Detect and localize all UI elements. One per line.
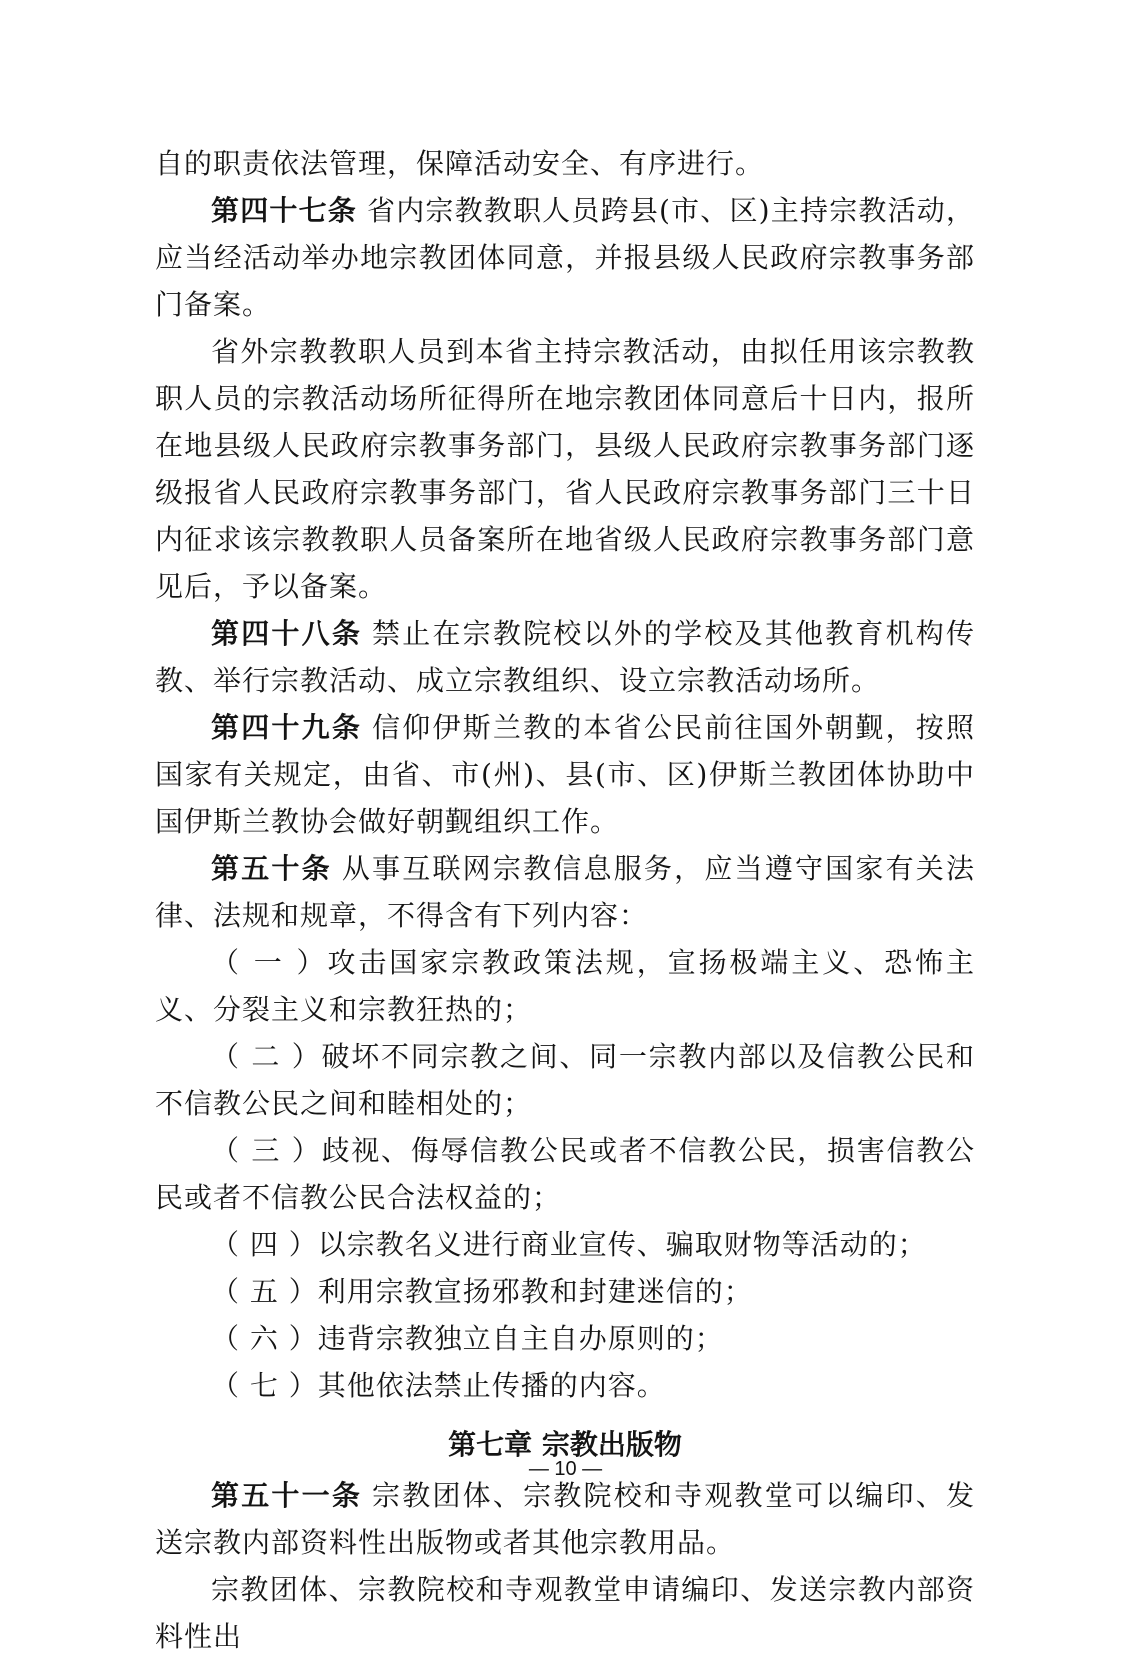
chapter-heading: 第七章 宗教出版物 bbox=[448, 1428, 682, 1461]
article-47 bbox=[155, 187, 975, 328]
article-50-item-6: （ 六 ）违背宗教独立自主自办原则的； bbox=[211, 1322, 724, 1355]
article-50-text: 从事互联网宗教信息服务，应当遵守国家有关法律、法规和规章，不得含有下列内容： bbox=[155, 852, 975, 932]
article-50 bbox=[155, 845, 975, 939]
article-50-item-3: （ 三 ）歧视、侮辱信教公民或者不信教公民，损害信教公民或者不信教公民合法权益的； bbox=[155, 1134, 975, 1214]
article-48-text: 禁止在宗教院校以外的学校及其他教育机构传教、举行宗教活动、成立宗教组织、设立宗教活动场所。 bbox=[155, 617, 975, 697]
article-50-item-5: （ 五 ）利用宗教宣扬邪教和封建迷信的； bbox=[211, 1275, 753, 1308]
article-49 bbox=[155, 704, 975, 845]
article-47-label: 第四十七条 bbox=[211, 194, 357, 227]
article-50-item-2: （ 二 ）破坏不同宗教之间、同一宗教内部以及信教公民和不信教公民之间和睦相处的； bbox=[155, 1040, 975, 1120]
article-47-text: 省内宗教教职人员跨县(市、区)主持宗教活动，应当经活动举办地宗教团体同意，并报县级人民政府宗教事务部门备案。 bbox=[155, 194, 975, 321]
page-number: — 10 — bbox=[528, 1458, 603, 1480]
article-48 bbox=[155, 610, 975, 704]
article-51-paragraph-2: 宗教团体、宗教院校和寺观教堂申请编印、发送宗教内部资料性出 bbox=[155, 1573, 975, 1653]
article-49-text: 信仰伊斯兰教的本省公民前往国外朝觐，按照国家有关规定，由省、市(州)、县(市、区)伊斯兰教团体协助中国伊斯兰教协会做好朝觐组织工作。 bbox=[155, 711, 975, 838]
article-50-item-4: （ 四 ）以宗教名义进行商业宣传、骗取财物等活动的； bbox=[211, 1228, 927, 1261]
article-51 bbox=[155, 1472, 975, 1566]
article-51-text: 宗教团体、宗教院校和寺观教堂可以编印、发送宗教内部资料性出版物或者其他宗教用品。 bbox=[155, 1479, 975, 1559]
paragraph-continuation: 自的职责依法管理，保障活动安全、有序进行。 bbox=[155, 147, 765, 180]
article-50-item-7: （ 七 ）其他依法禁止传播的内容。 bbox=[211, 1369, 666, 1402]
document-body bbox=[155, 140, 975, 1660]
article-48-label: 第四十八条 bbox=[211, 617, 363, 650]
article-47-paragraph-2: 省外宗教教职人员到本省主持宗教活动，由拟任用该宗教教职人员的宗教活动场所征得所在地宗教团体同意后十日内，报所在地县级人民政府宗教事务部门，县级人民政府宗教事务部门逐级报省人民政府宗教事务部门，省人民政府宗教事务部门三十日内征求该宗教教职人员备案所在地省级人民政府宗教事务部门意见后，予以备案。 bbox=[155, 335, 975, 603]
article-50-item-1: （ 一 ）攻击国家宗教政策法规，宣扬极端主义、恐怖主义、分裂主义和宗教狂热的； bbox=[155, 946, 975, 1026]
article-50-label: 第五十条 bbox=[211, 852, 332, 885]
article-51-label: 第五十一条 bbox=[211, 1479, 363, 1512]
article-49-label: 第四十九条 bbox=[211, 711, 363, 744]
